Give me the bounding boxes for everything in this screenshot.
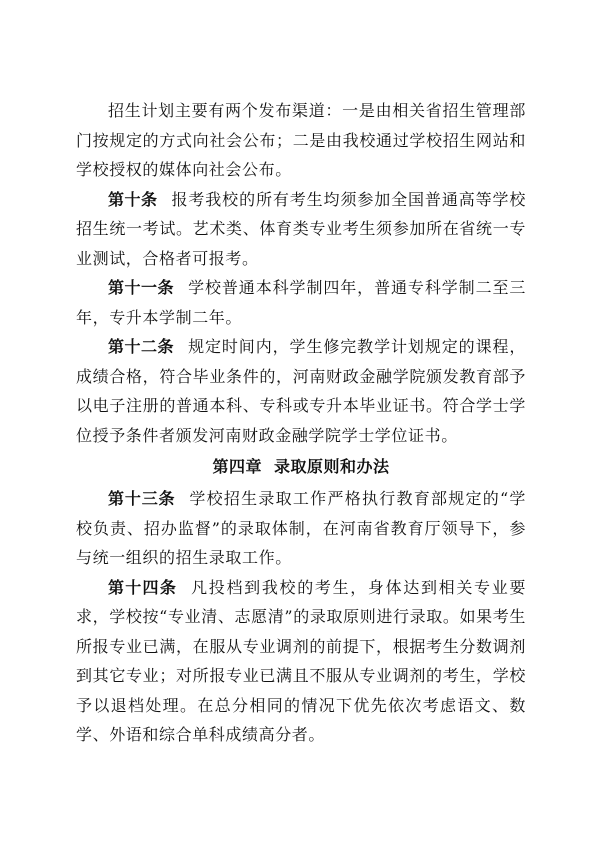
article-text: 凡投档到我校的考生，身体达到相关专业要求，学校按“专业清、志愿清”的录取原则进行录取。如果考生所报专业已满，在服从专业调剂的前提下，根据考生分数调剂到其它专业；对所报专业已满且不服从专业调剂的考生，学校予以退档处理。在总分相同的情况下优先依次考虑语文、数学、外语和综合单科成绩高分者。 (76, 577, 526, 744)
chapter-heading (76, 452, 526, 482)
paragraph-release-channels (76, 96, 526, 185)
article-text: 学校普通本科学制四年，普通专科学制二至三年，专升本学制二年。 (76, 278, 526, 327)
article-11 (76, 273, 526, 332)
document-body (76, 96, 526, 750)
chapter-title: 录取原则和办法 (274, 457, 390, 476)
article-text: 规定时间内，学生修完教学计划规定的课程，成绩合格，符合毕业条件的，河南财政金融学院颁发教育部予以电子注册的普通本科、专科或专升本毕业证书。符合学士学位授予条件者颁发河南财政金融学院学士学位证书。 (76, 337, 526, 445)
article-10 (76, 185, 526, 274)
paragraph-text: 招生计划主要有两个发布渠道：一是由相关省招生管理部门按规定的方式向社会公布；二是由我校通过学校招生网站和学校授权的媒体向社会公布。 (76, 101, 526, 179)
article-label: 第十条 (108, 189, 158, 209)
article-label: 第十四条 (108, 577, 178, 597)
article-12 (76, 332, 526, 450)
article-14 (76, 573, 526, 750)
article-text: 报考我校的所有考生均须参加全国普通高等学校招生统一考试。艺术类、体育类专业考生须参加所在省统一专业测试，合格者可报考。 (76, 189, 526, 268)
article-label: 第十一条 (108, 278, 175, 297)
article-13 (76, 484, 526, 573)
chapter-number: 第四章 (212, 457, 262, 476)
article-text: 学校招生录取工作严格执行教育部规定的“学校负责、招办监督”的录取体制，在河南省教育厅领导下，参与统一组织的招生录取工作。 (76, 489, 526, 567)
article-label: 第十三条 (108, 489, 176, 508)
article-label: 第十二条 (108, 337, 175, 356)
